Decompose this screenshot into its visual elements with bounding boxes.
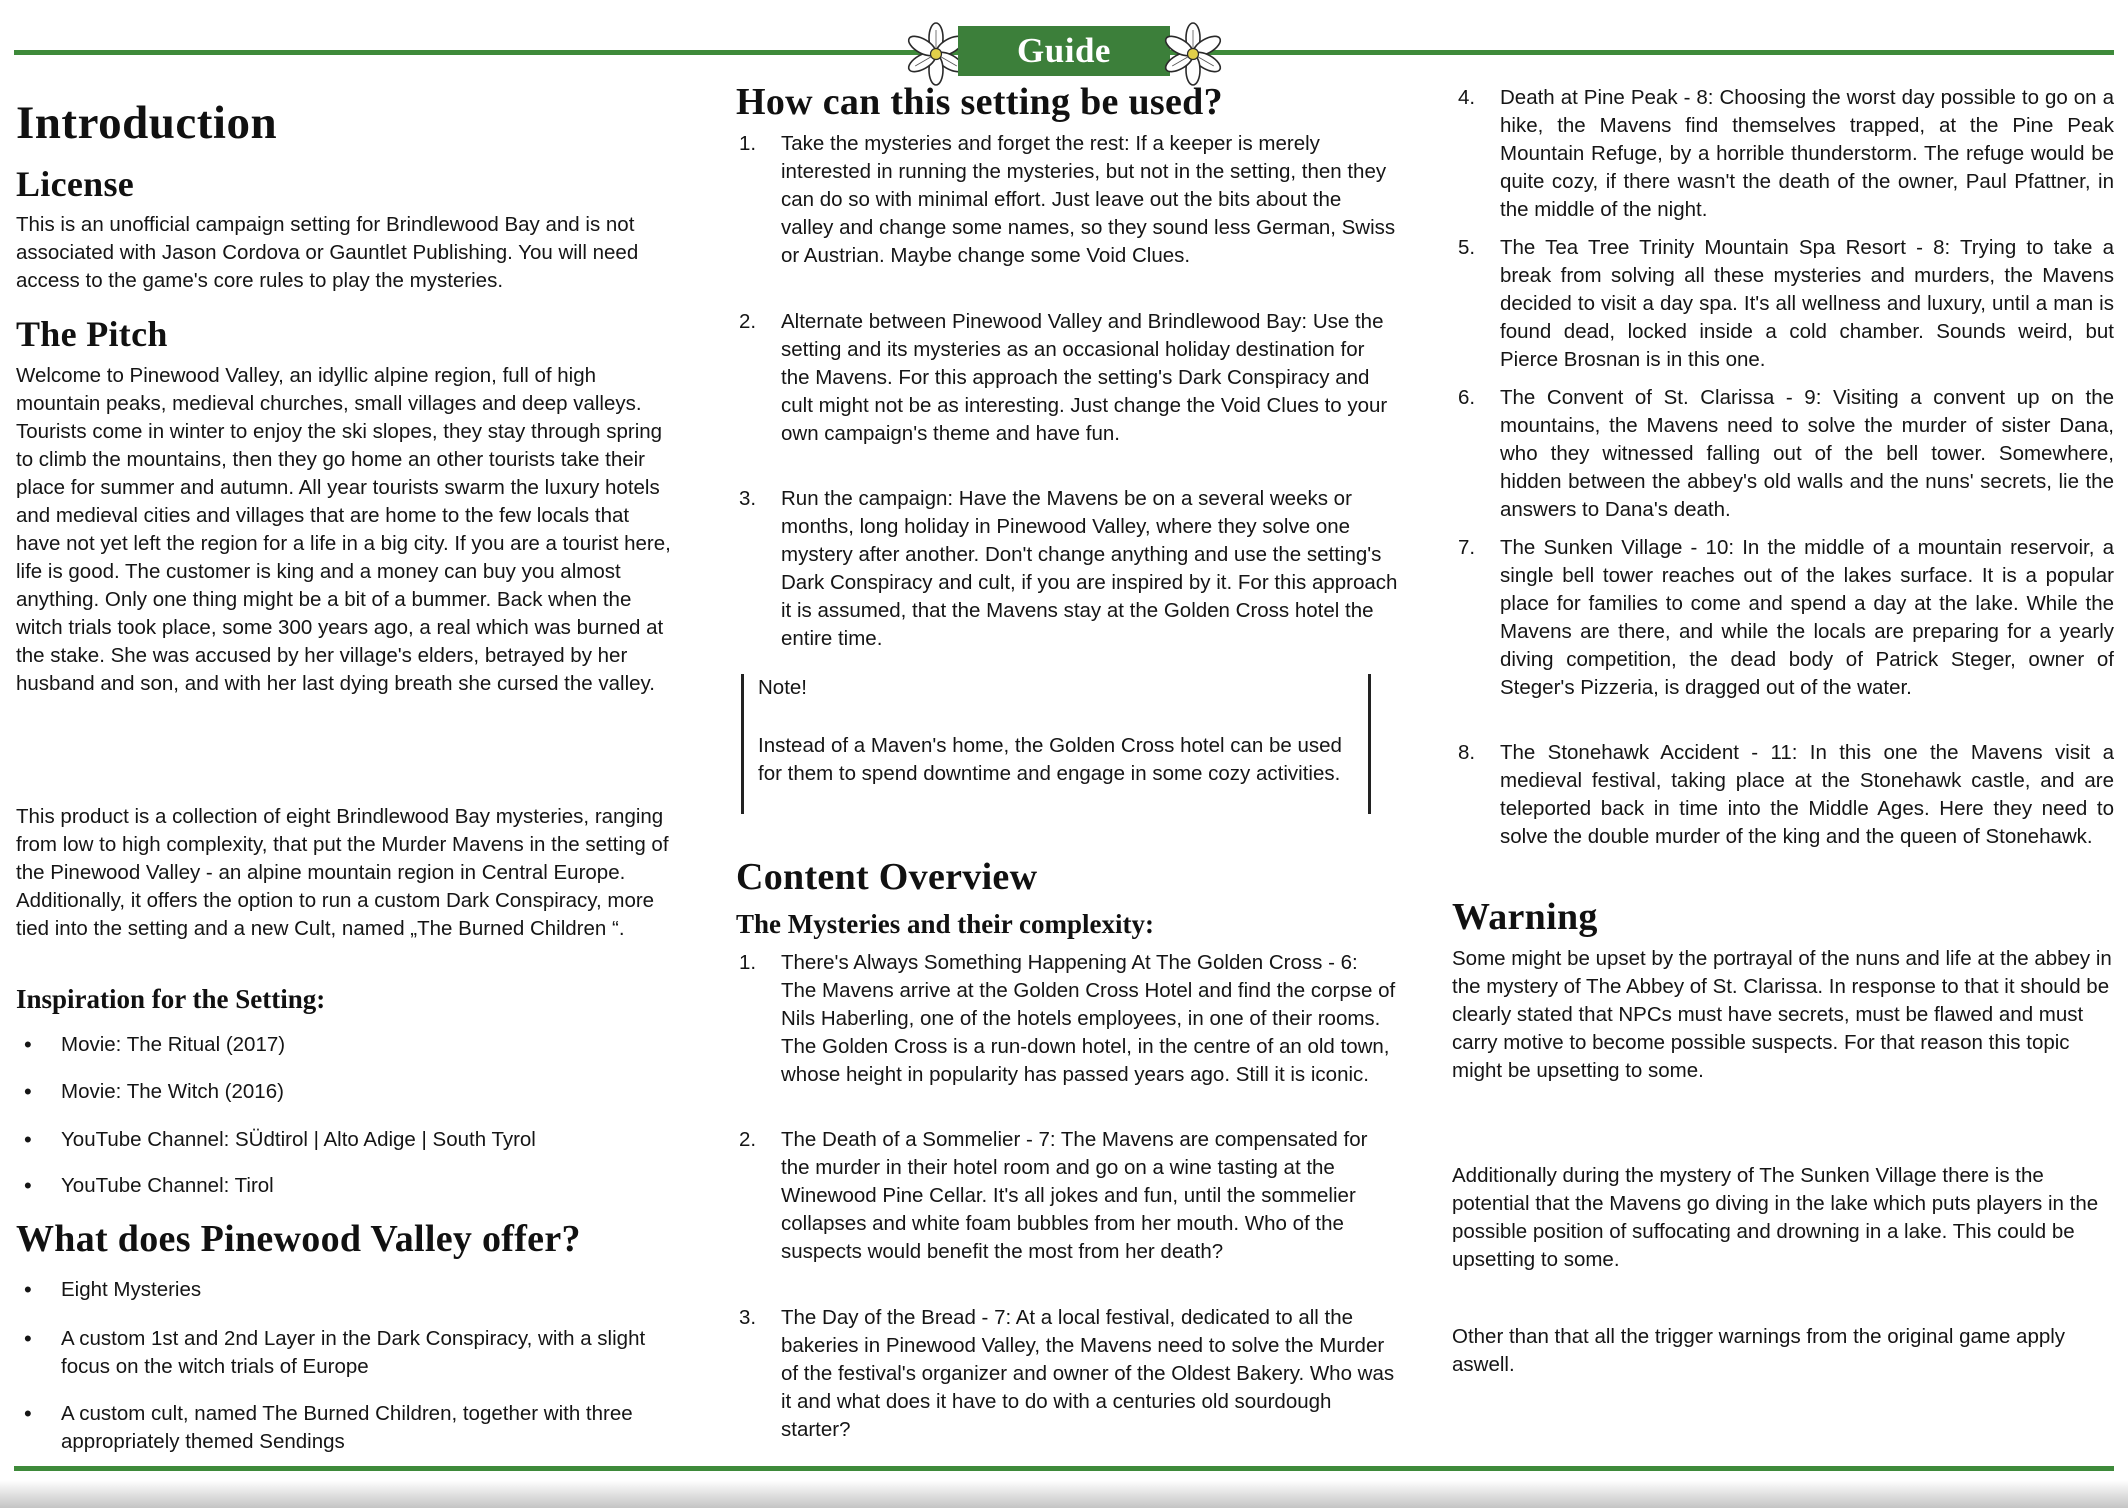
list-item-text: YouTube Channel: SÜdtirol | Alto Adige | South Tyrol xyxy=(61,1128,536,1151)
list-item-text: Eight Mysteries xyxy=(61,1278,202,1301)
list-item xyxy=(737,1126,1398,1266)
note-title: Note! xyxy=(758,676,807,699)
bullet-icon: • xyxy=(24,1326,32,1351)
bullet-icon: • xyxy=(24,1079,32,1104)
list-item xyxy=(16,1400,676,1456)
list-number: 6. xyxy=(1458,386,1476,409)
list-item-text: YouTube Channel: Tirol xyxy=(61,1174,274,1197)
mysteries-heading: The Mysteries and their complexity: xyxy=(736,909,1154,939)
bullet-icon: • xyxy=(24,1173,32,1198)
bottom-rule xyxy=(14,1466,2114,1471)
list-item-text: The Tea Tree Trinity Mountain Spa Resort - 8: Trying to take a break from solving all these mysteries and murders, the Mavens decided to visit a day spa. It's all wellness and luxury, until a man is found dead, locked inside a cold chamber. Sounds weird, but Pierce Brosnan is in this one. xyxy=(1500,236,2114,371)
pitch-paragraph: Welcome to Pinewood Valley, an idyllic alpine region, full of high mountain peaks, medieval churches, small villages and deep valleys. Tourists come in winter to enjoy the ski slopes, they stay through spring to climb the mountains, then they go home an other tourists take their place for summer and autumn. All year tourists swarm the luxury hotels and medieval cities and villages that are home to the few locals that have not yet left the region for a life in a big city. If you are a tourist here, life is good. The customer is king and a money can buy you almost anything. Only one thing might be a bit of a bummer. Back when the witch trials took place, some 300 years ago, a real which was burned at the stake. She was accused by her village's elders, betrayed by her husband and son, and with her last dying breath she cursed the valley. xyxy=(16,364,671,695)
list-number: 1. xyxy=(739,951,757,974)
list-item xyxy=(737,485,1398,653)
license-heading: License xyxy=(16,164,135,204)
list-item xyxy=(1456,84,2114,224)
bullet-icon: • xyxy=(24,1032,32,1057)
note-box xyxy=(741,674,1371,814)
offer-heading: What does Pinewood Valley offer? xyxy=(16,1218,581,1260)
list-item-text: There's Always Something Happening At The Golden Cross - 6: The Mavens arrive at the Golden Cross Hotel and find the corpse of Nils Haberling, one of the hotels employees, in one of their rooms. The Golden Cross is a run-down hotel, in the centre of an old town, whose height in popularity has passed years ago. Still it is iconic. xyxy=(781,951,1396,1086)
list-item-text: Alternate between Pinewood Valley and Brindlewood Bay: Use the setting and its mysteries as an occasional holiday destination for the Mavens. For this approach the setting's Dark Conspiracy and cult might not be as interesting. Just change the Void Clues to your own campaign's theme and have fun. xyxy=(781,310,1388,445)
list-item xyxy=(737,308,1398,448)
page-title: Introduction xyxy=(16,97,278,149)
warning-paragraph: Additionally during the mystery of The Sunken Village there is the potential that the Mavens go diving in the lake which puts players in the possible position of suffocating and drowning in a lake. This could be upsetting to some. xyxy=(1452,1164,2099,1271)
list-item xyxy=(16,1078,676,1106)
list-item xyxy=(1456,384,2114,524)
page-edge-shadow xyxy=(0,1480,2128,1508)
list-number: 5. xyxy=(1458,236,1476,259)
list-item-text: The Convent of St. Clarissa - 9: Visiting a convent up on the mountains, the Mavens need to solve the murder of sister Dana, who they witnessed falling out of the bell tower. Somewhere, hidden between the abbey's old walls and the nuns' secrets, lie the answers to Dana's death. xyxy=(1500,386,2114,521)
list-item-text: Death at Pine Peak - 8: Choosing the worst day possible to go on a hike, the Mavens find themselves trapped, at the Pine Peak Mountain Refuge, by a horrible thunderstorm. The refuge would be quite cozy, if there wasn't the death of the owner, Paul Pfattner, in the middle of the night. xyxy=(1500,86,2114,221)
inspiration-heading: Inspiration for the Setting: xyxy=(16,984,326,1014)
list-item-text: A custom 1st and 2nd Layer in the Dark Conspiracy, with a slight focus on the witch trials of Europe xyxy=(61,1327,646,1378)
list-item xyxy=(16,1325,676,1381)
warning-heading: Warning xyxy=(1452,896,1598,938)
guide-banner: Guide xyxy=(958,26,1170,76)
list-item xyxy=(16,1276,676,1304)
list-item xyxy=(16,1031,676,1059)
overview-heading: Content Overview xyxy=(736,856,1038,898)
list-item xyxy=(737,949,1398,1089)
warning-paragraph: Some might be upset by the portrayal of the nuns and life at the abbey in the mystery of The Abbey of St. Clarissa. In response to that it should be clearly stated that NPCs must have secrets, must be flawed and must carry motive to become possible suspects. For that reason this topic might be upsetting to some. xyxy=(1452,947,2112,1082)
list-number: 1. xyxy=(739,132,757,155)
list-number: 2. xyxy=(739,310,757,333)
list-item-text: Run the campaign: Have the Mavens be on a several weeks or months, long holiday in Pinewood Valley, where they solve one mystery after another. Don't change anything and use the setting's Dark Conspiracy and cult, if you are inspired by it. For this approach it is assumed, that the Mavens stay at the Golden Cross hotel the entire time. xyxy=(781,487,1398,650)
list-number: 4. xyxy=(1458,86,1476,109)
list-number: 2. xyxy=(739,1128,757,1151)
bullet-icon: • xyxy=(24,1401,32,1426)
product-paragraph: This product is a collection of eight Brindlewood Bay mysteries, ranging from low to high complexity, that put the Murder Mavens in the setting of the Pinewood Valley - an alpine mountain region in Central Europe. Additionally, it offers the option to run a custom Dark Conspiracy, more tied into the setting and a new Cult, named „The Burned Children “. xyxy=(16,805,669,940)
list-item-text: Movie: The Ritual (2017) xyxy=(61,1033,286,1056)
license-paragraph: This is an unofficial campaign setting for Brindlewood Bay and is not associated with Jason Cordova or Gauntlet Publishing. You will need access to the game's core rules to play the mysteries. xyxy=(16,213,639,292)
list-item xyxy=(1456,739,2114,851)
list-item xyxy=(737,130,1398,270)
bullet-icon: • xyxy=(24,1277,32,1302)
list-item xyxy=(737,1304,1398,1444)
bullet-icon: • xyxy=(24,1127,32,1152)
list-item-text: The Sunken Village - 10: In the middle of a mountain reservoir, a single bell tower reaches out of the lakes surface. It is a popular place for families to come and spend a day at the lake. While the Mavens are there, and while the locals are preparing for a yearly diving competition, the dead body of Patrick Steger, owner of Steger's Pizzeria, is dragged out of the water. xyxy=(1500,536,2114,699)
list-item-text: The Stonehawk Accident - 11: In this one the Mavens visit a medieval festival, taking place at the Stonehawk castle, and are teleported back in time into the Middle Ages. Here they need to solve the double murder of the king and the queen of Stonehawk. xyxy=(1500,741,2114,848)
list-item-text: Take the mysteries and forget the rest: If a keeper is merely interested in running the mysteries, but not in the setting, then they can do so with minimal effort. Just leave out the bits about the valley and change some names, so they sound less German, Swiss or Austrian. Maybe change some Void Clues. xyxy=(781,132,1396,267)
list-item xyxy=(1456,534,2114,702)
list-item xyxy=(16,1172,676,1200)
usage-heading: How can this setting be used? xyxy=(736,81,1223,123)
list-item-text: Movie: The Witch (2016) xyxy=(61,1080,284,1103)
list-item xyxy=(1456,234,2114,374)
warning-paragraph: Other than that all the trigger warnings from the original game apply aswell. xyxy=(1452,1325,2066,1376)
pitch-heading: The Pitch xyxy=(16,314,168,354)
list-number: 7. xyxy=(1458,536,1476,559)
list-number: 8. xyxy=(1458,741,1476,764)
list-item-text: A custom cult, named The Burned Children, together with three appropriately themed Sendings xyxy=(61,1402,633,1453)
list-item xyxy=(16,1126,676,1154)
list-item-text: The Death of a Sommelier - 7: The Mavens are compensated for the murder in their hotel room and go on a wine tasting at the Winewood Pine Cellar. It's all jokes and fun, until the sommelier collapses and white foam bubbles from her mouth. Who of the suspects would benefit the most from her death? xyxy=(781,1128,1368,1263)
list-item-text: The Day of the Bread - 7: At a local festival, dedicated to all the bakeries in Pinewood Valley, the Mavens need to solve the Murder of the festival's organizer and owner of the Oldest Bakery. Who was it and what does it have to do with a centuries old sourdough starter? xyxy=(781,1306,1395,1441)
note-text: Instead of a Maven's home, the Golden Cross hotel can be used for them to spend downtime and engage in some cozy activities. xyxy=(758,734,1342,785)
list-number: 3. xyxy=(739,487,757,510)
list-number: 3. xyxy=(739,1306,757,1329)
